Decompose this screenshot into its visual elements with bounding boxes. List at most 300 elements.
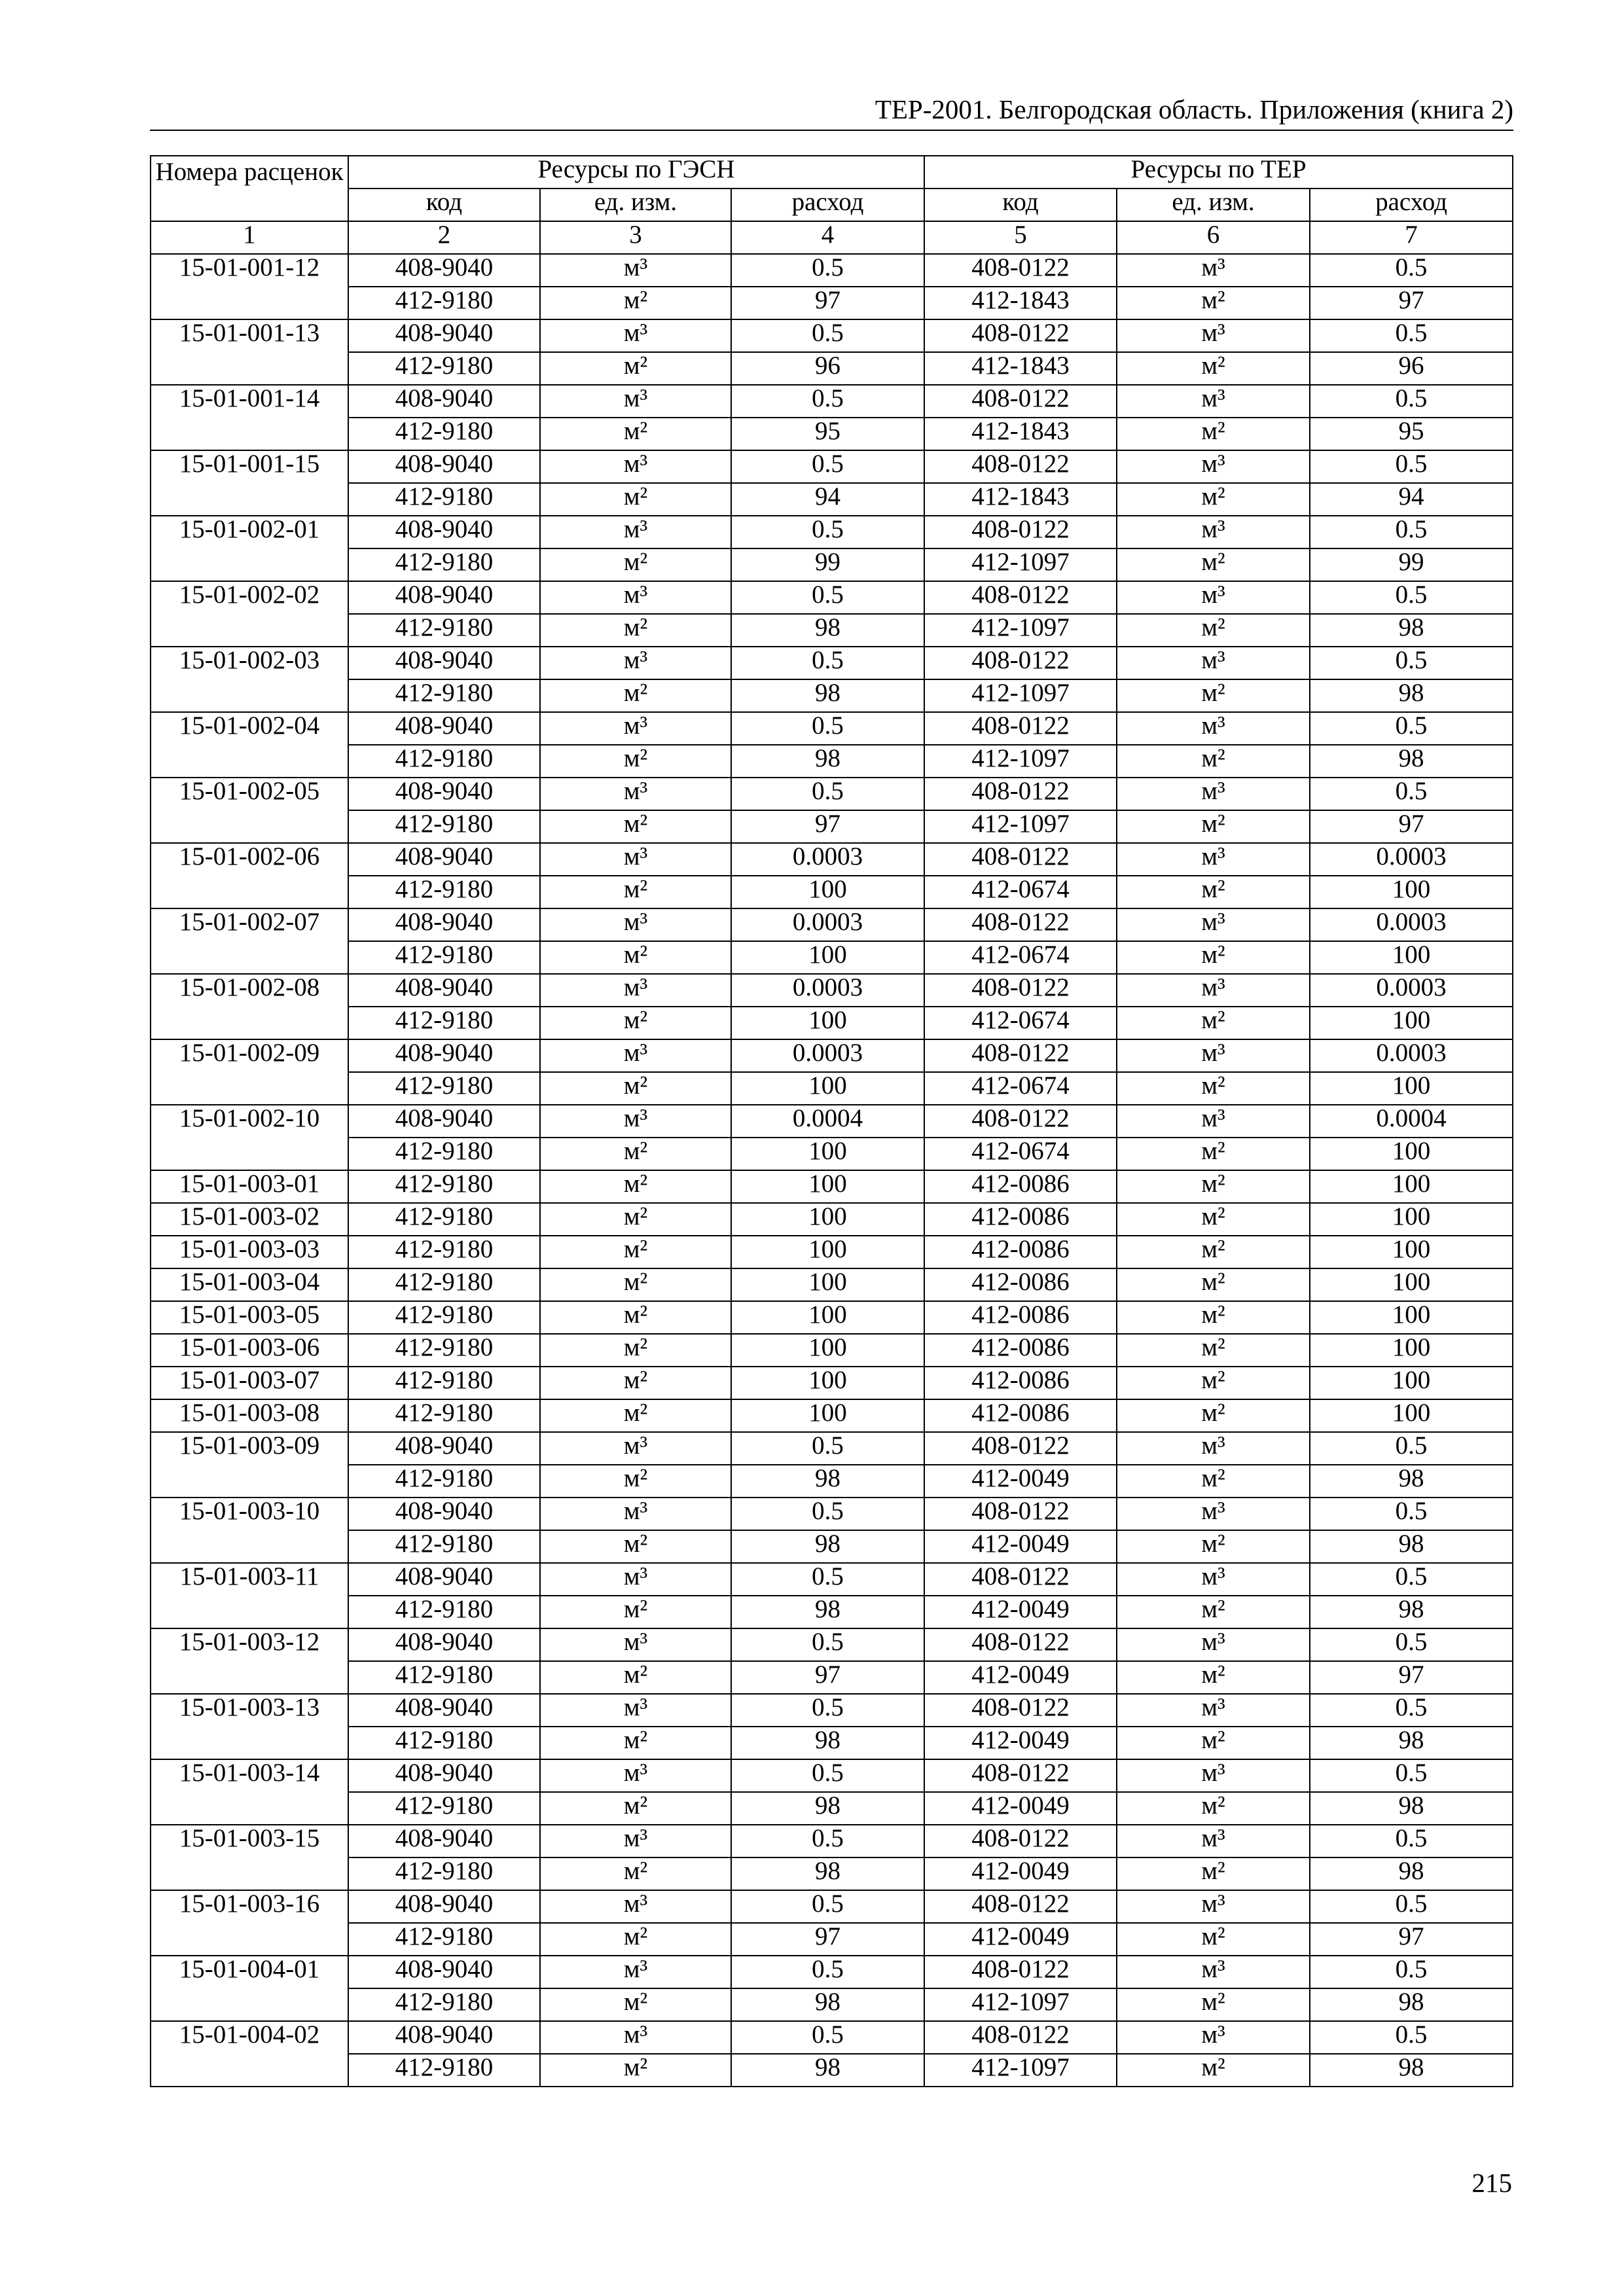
gesn-qty-cell: 100 (731, 1268, 924, 1301)
ter-qty-cell: 97 (1310, 1661, 1513, 1694)
ter-code-cell: 412-0086 (924, 1334, 1117, 1367)
gesn-code-cell: 412-9180 (348, 745, 540, 778)
table-body (151, 254, 1513, 2087)
gesn-qty-cell: 0.5 (731, 1759, 924, 1792)
gesn-qty-cell: 97 (731, 1923, 924, 1956)
ter-qty-cell: 99 (1310, 548, 1513, 581)
table-row (151, 2054, 1513, 2087)
gesn-unit-cell: м² (540, 1465, 731, 1498)
rate-number-cell: 15-01-003-07 (151, 1367, 348, 1399)
table-row (151, 941, 1513, 974)
ter-qty-cell: 100 (1310, 1268, 1513, 1301)
gesn-unit-cell: м² (540, 1661, 731, 1694)
ter-qty-cell: 0.5 (1310, 1563, 1513, 1596)
table-row (151, 418, 1513, 450)
gesn-code-cell: 412-9180 (348, 1727, 540, 1759)
ter-unit-cell: м³ (1117, 581, 1310, 614)
ter-code-cell: 412-0674 (924, 1007, 1117, 1039)
table-row (151, 614, 1513, 647)
ter-unit-cell: м² (1117, 1138, 1310, 1170)
ter-unit-cell: м³ (1117, 843, 1310, 876)
gesn-qty-cell: 98 (731, 1857, 924, 1890)
ter-unit-cell: м² (1117, 745, 1310, 778)
table-row (151, 745, 1513, 778)
ter-qty-cell: 0.5 (1310, 1890, 1513, 1923)
gesn-code-cell: 412-9180 (348, 1661, 540, 1694)
ter-qty-cell: 0.5 (1310, 516, 1513, 548)
table-row (151, 1988, 1513, 2021)
gesn-qty-cell: 98 (731, 1792, 924, 1825)
gesn-qty-cell: 0.5 (731, 1498, 924, 1530)
rate-number-cell: 15-01-003-03 (151, 1236, 348, 1268)
table-row (151, 908, 1513, 941)
ter-qty-cell: 100 (1310, 876, 1513, 908)
rate-number-cell: 15-01-001-15 (151, 450, 348, 516)
gesn-qty-cell: 0.5 (731, 385, 924, 418)
gesn-code-cell: 408-9040 (348, 778, 540, 810)
gesn-code-cell: 408-9040 (348, 1498, 540, 1530)
gesn-qty-cell: 0.5 (731, 1563, 924, 1596)
gesn-unit-cell: м³ (540, 1039, 731, 1072)
ter-code-cell: 408-0122 (924, 450, 1117, 483)
gesn-unit-cell: м² (540, 287, 731, 319)
rate-number-cell: 15-01-003-13 (151, 1694, 348, 1759)
gesn-code-cell: 412-9180 (348, 941, 540, 974)
gesn-unit-cell: м³ (540, 1825, 731, 1857)
ter-unit-cell: м² (1117, 1072, 1310, 1105)
gesn-unit-cell: м² (540, 1857, 731, 1890)
ter-unit-cell: м² (1117, 1203, 1310, 1236)
ter-unit-cell: м² (1117, 1301, 1310, 1334)
rate-number-cell: 15-01-004-02 (151, 2021, 348, 2087)
rate-number-cell: 15-01-003-09 (151, 1432, 348, 1498)
ter-qty-cell: 0.5 (1310, 1825, 1513, 1857)
gesn-code-cell: 408-9040 (348, 1432, 540, 1465)
table-row (151, 319, 1513, 352)
gesn-unit-cell: м² (540, 1072, 731, 1105)
ter-unit-cell: м² (1117, 941, 1310, 974)
gesn-unit-cell: м² (540, 1170, 731, 1203)
ter-unit-cell: м³ (1117, 385, 1310, 418)
ter-unit-cell: м³ (1117, 1890, 1310, 1923)
rate-number-cell: 15-01-003-02 (151, 1203, 348, 1236)
gesn-unit-cell: м³ (540, 843, 731, 876)
gesn-unit-cell: м² (540, 548, 731, 581)
ter-unit-cell: м³ (1117, 1563, 1310, 1596)
ter-code-cell: 412-1843 (924, 287, 1117, 319)
ter-qty-cell: 98 (1310, 1596, 1513, 1628)
ter-code-cell: 412-1097 (924, 548, 1117, 581)
gesn-qty-cell: 100 (731, 1007, 924, 1039)
ter-code-cell: 408-0122 (924, 516, 1117, 548)
ter-code-cell: 412-0049 (924, 1792, 1117, 1825)
ter-unit-cell: м² (1117, 1465, 1310, 1498)
gesn-unit-cell: м³ (540, 1432, 731, 1465)
ter-code-cell: 412-0086 (924, 1236, 1117, 1268)
ter-qty-cell: 0.5 (1310, 1759, 1513, 1792)
table-row (151, 1268, 1513, 1301)
header-group-ter: Ресурсы по ТЕР (924, 156, 1513, 188)
rate-number-cell: 15-01-003-15 (151, 1825, 348, 1890)
gesn-qty-cell: 100 (731, 1138, 924, 1170)
ter-qty-cell: 98 (1310, 1530, 1513, 1563)
gesn-unit-cell: м³ (540, 1628, 731, 1661)
gesn-qty-cell: 0.0003 (731, 974, 924, 1007)
ter-code-cell: 412-1097 (924, 679, 1117, 712)
gesn-qty-cell: 0.0003 (731, 843, 924, 876)
ter-qty-cell: 98 (1310, 1727, 1513, 1759)
table-row (151, 1236, 1513, 1268)
gesn-code-cell: 408-9040 (348, 1105, 540, 1138)
gesn-unit-cell: м² (540, 1236, 731, 1268)
ter-code-cell: 408-0122 (924, 385, 1117, 418)
ter-code-cell: 408-0122 (924, 254, 1117, 287)
ter-unit-cell: м² (1117, 810, 1310, 843)
gesn-code-cell: 408-9040 (348, 647, 540, 679)
gesn-code-cell: 412-9180 (348, 1072, 540, 1105)
ter-unit-cell: м³ (1117, 254, 1310, 287)
header-group-gesn: Ресурсы по ГЭСН (348, 156, 924, 188)
ter-code-cell: 412-1843 (924, 418, 1117, 450)
gesn-unit-cell: м² (540, 1367, 731, 1399)
ter-code-cell: 412-0086 (924, 1301, 1117, 1334)
ter-code-cell: 408-0122 (924, 581, 1117, 614)
ter-unit-cell: м² (1117, 1792, 1310, 1825)
ter-code-cell: 412-0086 (924, 1367, 1117, 1399)
gesn-qty-cell: 98 (731, 1988, 924, 2021)
ter-qty-cell: 98 (1310, 1792, 1513, 1825)
gesn-qty-cell: 0.0003 (731, 908, 924, 941)
ter-code-cell: 408-0122 (924, 1039, 1117, 1072)
rate-number-cell: 15-01-003-10 (151, 1498, 348, 1563)
gesn-unit-cell: м² (540, 2054, 731, 2087)
gesn-unit-cell: м³ (540, 1105, 731, 1138)
ter-unit-cell: м² (1117, 1857, 1310, 1890)
table-row (151, 1661, 1513, 1694)
gesn-qty-cell: 0.5 (731, 1628, 924, 1661)
header-ter-unit: ед. изм. (1117, 188, 1310, 221)
ter-unit-cell: м² (1117, 1007, 1310, 1039)
ter-unit-cell: м³ (1117, 1759, 1310, 1792)
gesn-unit-cell: м² (540, 876, 731, 908)
ter-qty-cell: 100 (1310, 941, 1513, 974)
gesn-unit-cell: м³ (540, 778, 731, 810)
gesn-code-cell: 412-9180 (348, 352, 540, 385)
gesn-qty-cell: 97 (731, 810, 924, 843)
ter-code-cell: 412-1097 (924, 2054, 1117, 2087)
ter-qty-cell: 0.5 (1310, 1432, 1513, 1465)
gesn-code-cell: 408-9040 (348, 1628, 540, 1661)
gesn-unit-cell: м² (540, 1923, 731, 1956)
gesn-unit-cell: м² (540, 810, 731, 843)
ter-qty-cell: 100 (1310, 1138, 1513, 1170)
table-row (151, 1530, 1513, 1563)
ter-unit-cell: м² (1117, 418, 1310, 450)
gesn-unit-cell: м² (540, 745, 731, 778)
ter-qty-cell: 98 (1310, 679, 1513, 712)
rate-number-cell: 15-01-002-08 (151, 974, 348, 1039)
rate-number-cell: 15-01-001-14 (151, 385, 348, 450)
ter-code-cell: 408-0122 (924, 1825, 1117, 1857)
ter-qty-cell: 0.5 (1310, 319, 1513, 352)
ter-code-cell: 408-0122 (924, 1628, 1117, 1661)
table-row (151, 1857, 1513, 1890)
ter-code-cell: 408-0122 (924, 1890, 1117, 1923)
gesn-unit-cell: м² (540, 1530, 731, 1563)
gesn-unit-cell: м² (540, 679, 731, 712)
gesn-qty-cell: 98 (731, 1530, 924, 1563)
rate-number-cell: 15-01-003-12 (151, 1628, 348, 1694)
gesn-code-cell: 408-9040 (348, 1759, 540, 1792)
ter-code-cell: 412-1097 (924, 745, 1117, 778)
ter-unit-cell: м³ (1117, 908, 1310, 941)
table-row (151, 254, 1513, 287)
page-number: 215 (1471, 2168, 1512, 2198)
gesn-unit-cell: м² (540, 352, 731, 385)
gesn-unit-cell: м² (540, 1988, 731, 2021)
ter-code-cell: 408-0122 (924, 843, 1117, 876)
gesn-qty-cell: 0.5 (731, 516, 924, 548)
gesn-code-cell: 408-9040 (348, 1956, 540, 1988)
ter-code-cell: 408-0122 (924, 974, 1117, 1007)
table-row (151, 450, 1513, 483)
ter-unit-cell: м³ (1117, 1956, 1310, 1988)
ter-code-cell: 412-0049 (924, 1923, 1117, 1956)
ter-unit-cell: м² (1117, 1661, 1310, 1694)
header-ter-code: код (924, 188, 1117, 221)
table-row (151, 1596, 1513, 1628)
table-row (151, 1007, 1513, 1039)
rate-number-cell: 15-01-003-06 (151, 1334, 348, 1367)
ter-unit-cell: м³ (1117, 1039, 1310, 1072)
ter-qty-cell: 0.5 (1310, 1628, 1513, 1661)
rate-number-cell: 15-01-002-02 (151, 581, 348, 647)
table-row (151, 1628, 1513, 1661)
ter-qty-cell: 0.0003 (1310, 1039, 1513, 1072)
gesn-code-cell: 412-9180 (348, 1596, 540, 1628)
gesn-unit-cell: м² (540, 483, 731, 516)
gesn-unit-cell: м³ (540, 1694, 731, 1727)
ter-unit-cell: м² (1117, 614, 1310, 647)
gesn-qty-cell: 98 (731, 679, 924, 712)
rate-number-cell: 15-01-001-12 (151, 254, 348, 319)
ter-unit-cell: м² (1117, 548, 1310, 581)
ter-code-cell: 408-0122 (924, 1759, 1117, 1792)
table-row (151, 810, 1513, 843)
table-row (151, 548, 1513, 581)
gesn-code-cell: 412-9180 (348, 418, 540, 450)
table-row (151, 679, 1513, 712)
gesn-code-cell: 412-9180 (348, 810, 540, 843)
ter-code-cell: 412-0049 (924, 1727, 1117, 1759)
rate-number-cell: 15-01-003-04 (151, 1268, 348, 1301)
rate-number-cell: 15-01-002-09 (151, 1039, 348, 1105)
ter-qty-cell: 0.5 (1310, 581, 1513, 614)
ter-qty-cell: 96 (1310, 352, 1513, 385)
header-gesn-code: код (348, 188, 540, 221)
table-row (151, 1432, 1513, 1465)
gesn-unit-cell: м² (540, 1727, 731, 1759)
ter-unit-cell: м³ (1117, 2021, 1310, 2054)
header-index: 2 (348, 221, 540, 254)
table-row (151, 581, 1513, 614)
ter-code-cell: 412-0049 (924, 1857, 1117, 1890)
gesn-qty-cell: 0.0004 (731, 1105, 924, 1138)
gesn-unit-cell: м² (540, 1399, 731, 1432)
gesn-unit-cell: м³ (540, 254, 731, 287)
ter-code-cell: 412-1097 (924, 1988, 1117, 2021)
ter-code-cell: 412-0049 (924, 1661, 1117, 1694)
table-row (151, 1563, 1513, 1596)
gesn-unit-cell: м³ (540, 581, 731, 614)
gesn-unit-cell: м² (540, 1007, 731, 1039)
gesn-unit-cell: м² (540, 1596, 731, 1628)
ter-unit-cell: м² (1117, 1727, 1310, 1759)
rate-number-cell: 15-01-003-01 (151, 1170, 348, 1203)
rate-number-cell: 15-01-003-05 (151, 1301, 348, 1334)
header-ter-qty: расход (1310, 188, 1513, 221)
ter-qty-cell: 98 (1310, 1988, 1513, 2021)
ter-unit-cell: м² (1117, 1334, 1310, 1367)
header-gesn-unit: ед. изм. (540, 188, 731, 221)
gesn-unit-cell: м³ (540, 1498, 731, 1530)
table-row (151, 1170, 1513, 1203)
ter-code-cell: 412-0674 (924, 876, 1117, 908)
gesn-qty-cell: 99 (731, 548, 924, 581)
gesn-qty-cell: 100 (731, 1334, 924, 1367)
gesn-code-cell: 408-9040 (348, 712, 540, 745)
gesn-qty-cell: 0.5 (731, 712, 924, 745)
gesn-code-cell: 408-9040 (348, 1694, 540, 1727)
ter-code-cell: 408-0122 (924, 908, 1117, 941)
ter-qty-cell: 97 (1310, 287, 1513, 319)
ter-qty-cell: 0.5 (1310, 1694, 1513, 1727)
ter-code-cell: 412-1097 (924, 810, 1117, 843)
gesn-unit-cell: м³ (540, 908, 731, 941)
gesn-unit-cell: м² (540, 1792, 731, 1825)
gesn-code-cell: 412-9180 (348, 1465, 540, 1498)
gesn-code-cell: 408-9040 (348, 843, 540, 876)
ter-unit-cell: м² (1117, 483, 1310, 516)
ter-qty-cell: 0.0004 (1310, 1105, 1513, 1138)
gesn-unit-cell: м² (540, 418, 731, 450)
ter-qty-cell: 98 (1310, 614, 1513, 647)
gesn-code-cell: 412-9180 (348, 1399, 540, 1432)
table-row (151, 876, 1513, 908)
rate-number-cell: 15-01-002-06 (151, 843, 348, 908)
header-index: 5 (924, 221, 1117, 254)
table-row (151, 1759, 1513, 1792)
table-row (151, 1956, 1513, 1988)
ter-code-cell: 412-0674 (924, 941, 1117, 974)
gesn-unit-cell: м² (540, 941, 731, 974)
gesn-qty-cell: 98 (731, 614, 924, 647)
gesn-code-cell: 408-9040 (348, 1563, 540, 1596)
gesn-qty-cell: 0.5 (731, 2021, 924, 2054)
gesn-code-cell: 408-9040 (348, 908, 540, 941)
rate-number-cell: 15-01-003-11 (151, 1563, 348, 1628)
ter-unit-cell: м³ (1117, 778, 1310, 810)
ter-qty-cell: 100 (1310, 1334, 1513, 1367)
ter-qty-cell: 0.5 (1310, 385, 1513, 418)
ter-code-cell: 412-0086 (924, 1170, 1117, 1203)
gesn-qty-cell: 0.5 (731, 1956, 924, 1988)
gesn-qty-cell: 0.5 (731, 1432, 924, 1465)
ter-qty-cell: 0.0003 (1310, 974, 1513, 1007)
gesn-code-cell: 408-9040 (348, 974, 540, 1007)
table-row (151, 1923, 1513, 1956)
ter-code-cell: 408-0122 (924, 778, 1117, 810)
gesn-code-cell: 408-9040 (348, 581, 540, 614)
ter-qty-cell: 94 (1310, 483, 1513, 516)
table-row (151, 1890, 1513, 1923)
gesn-qty-cell: 98 (731, 1727, 924, 1759)
gesn-qty-cell: 94 (731, 483, 924, 516)
rate-number-cell: 15-01-003-16 (151, 1890, 348, 1956)
gesn-unit-cell: м³ (540, 516, 731, 548)
gesn-unit-cell: м² (540, 1334, 731, 1367)
gesn-code-cell: 408-9040 (348, 385, 540, 418)
gesn-code-cell: 412-9180 (348, 614, 540, 647)
gesn-unit-cell: м² (540, 1301, 731, 1334)
ter-qty-cell: 0.0003 (1310, 843, 1513, 876)
table-row (151, 1334, 1513, 1367)
header-index: 7 (1310, 221, 1513, 254)
ter-unit-cell: м² (1117, 1367, 1310, 1399)
ter-qty-cell: 98 (1310, 1465, 1513, 1498)
gesn-qty-cell: 100 (731, 1072, 924, 1105)
ter-unit-cell: м³ (1117, 516, 1310, 548)
gesn-code-cell: 412-9180 (348, 1170, 540, 1203)
gesn-unit-cell: м³ (540, 1890, 731, 1923)
ter-unit-cell: м² (1117, 1236, 1310, 1268)
gesn-unit-cell: м³ (540, 1563, 731, 1596)
table-row (151, 1072, 1513, 1105)
gesn-unit-cell: м³ (540, 2021, 731, 2054)
ter-qty-cell: 0.5 (1310, 712, 1513, 745)
gesn-unit-cell: м³ (540, 319, 731, 352)
resource-table (150, 155, 1513, 2087)
table-row (151, 352, 1513, 385)
gesn-qty-cell: 100 (731, 1399, 924, 1432)
ter-unit-cell: м² (1117, 1399, 1310, 1432)
gesn-unit-cell: м³ (540, 450, 731, 483)
ter-unit-cell: м² (1117, 679, 1310, 712)
ter-qty-cell: 100 (1310, 1399, 1513, 1432)
rate-number-cell: 15-01-001-13 (151, 319, 348, 385)
table-row (151, 1727, 1513, 1759)
ter-qty-cell: 0.5 (1310, 254, 1513, 287)
ter-qty-cell: 100 (1310, 1007, 1513, 1039)
table-row (151, 483, 1513, 516)
ter-unit-cell: м² (1117, 1268, 1310, 1301)
gesn-qty-cell: 100 (731, 1170, 924, 1203)
rate-number-cell: 15-01-002-03 (151, 647, 348, 712)
gesn-qty-cell: 0.0003 (731, 1039, 924, 1072)
ter-code-cell: 412-0049 (924, 1596, 1117, 1628)
ter-unit-cell: м³ (1117, 1825, 1310, 1857)
rate-number-cell: 15-01-002-10 (151, 1105, 348, 1170)
rate-number-cell: 15-01-002-01 (151, 516, 348, 581)
header-index: 3 (540, 221, 731, 254)
gesn-qty-cell: 0.5 (731, 254, 924, 287)
table-row (151, 1301, 1513, 1334)
gesn-code-cell: 412-9180 (348, 1334, 540, 1367)
gesn-qty-cell: 0.5 (731, 778, 924, 810)
ter-code-cell: 412-0086 (924, 1399, 1117, 1432)
ter-qty-cell: 0.0003 (1310, 908, 1513, 941)
ter-code-cell: 408-0122 (924, 319, 1117, 352)
